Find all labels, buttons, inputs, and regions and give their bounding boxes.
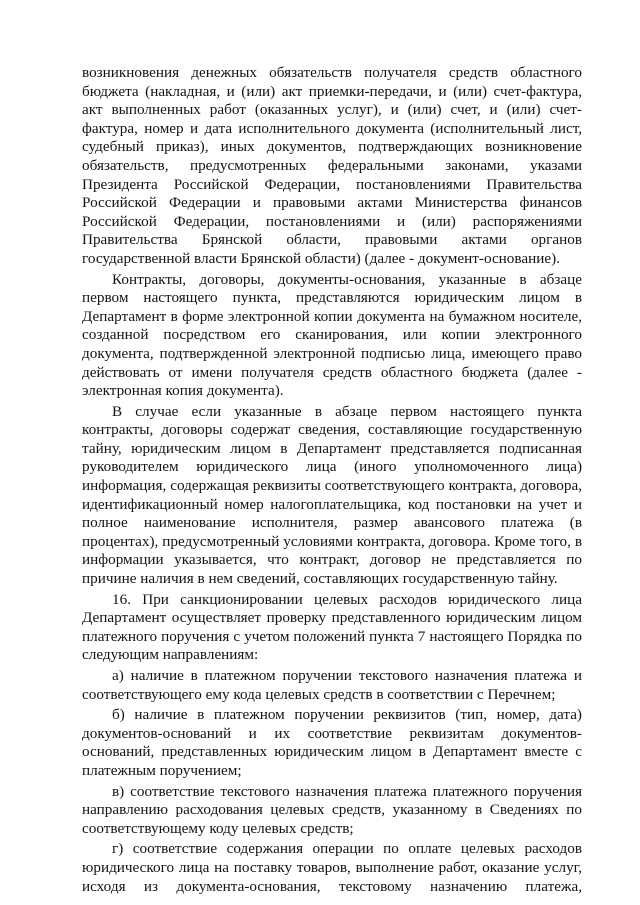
document-page — [82, 64, 582, 898]
paragraph-contracts-electronic-copy: Контракты, договоры, документы-основания, указанные в абзаце первом настоящего пункта, представляются юридическим лицом в Департамент в форме электронной копии документа на бумажном носителе, созданной посредством его сканирования, или копии электронного документа, подтвержденной электронной подписью лица, имеющего право действовать от имени получателя средств областного бюджета (далее - электронная копия документа). — [82, 270, 582, 400]
paragraph-subitem-v: в) соответствие текстового назначения платежа платежного поручения направлению расходования целевых средств, указанному в Сведениях по соответствующему коду целевых средств; — [82, 782, 582, 837]
paragraph-subitem-a: а) наличие в платежном поручении текстового назначения платежа и соответствующего ему кода целевых средств в соответствии с Перечнем; — [82, 667, 582, 703]
paragraph-subitem-b: б) наличие в платежном поручении реквизитов (тип, номер, дата) документов-оснований и их соответствие реквизитам документов-оснований, представленных юридическим лицом в Департамент вместе с платежным поручением; — [82, 706, 582, 779]
paragraph-state-secret: В случае если указанные в абзаце первом настоящего пункта контракты, договоры содержат сведения, составляющие государственную тайну, юридическим лицом в Департамент представляется подписанная руководителем юридического лица (иного уполномоченного лица) информация, содержащая реквизиты соответствующего контракта, договора, идентификационный номер налогоплательщика, код постановки на учет и полное наименование исполнителя, размер авансового платежа (в процентах), предусмотренный условиями контракта, договора. Кроме того, в информации указывается, что контракт, договор не представляется по причине наличия в нем сведений, составляющих государственную тайну. — [82, 402, 582, 588]
paragraph-document-basis-continuation: возникновения денежных обязательств получателя средств областного бюджета (накладная, и (или) акт приемки-передачи, и (или) счет-фактура, акт выполненных работ (оказанных услуг), и (или) счет, и (или) счет-фактура, номер и дата исполнительного документа (исполнительный лист, судебный приказ), иных документов, подтверждающих возникновение обязательств, предусмотренных федеральными законами, указами Президента Российской Федерации, постановлениями Правительства Российской Федерации и правовыми актами Министерства финансов Российской Федерации, постановлениями и (или) распоряжениями Правительства Брянской области, правовыми актами органов государственной власти Брянской области) (далее - документ-основание). — [82, 64, 582, 267]
paragraph-item-16: 16. При санкционировании целевых расходов юридического лица Департамент осуществляет проверку представленного юридическим лицом платежного поручения с учетом положений пункта 7 настоящего Порядка по следующим направлениям: — [82, 590, 582, 664]
paragraph-subitem-g: г) соответствие содержания операции по оплате целевых расходов юридического лица на поставку товаров, выполнение работ, оказание услуг, исходя из документа-основания, текстовому назначению платежа, — [82, 840, 582, 895]
